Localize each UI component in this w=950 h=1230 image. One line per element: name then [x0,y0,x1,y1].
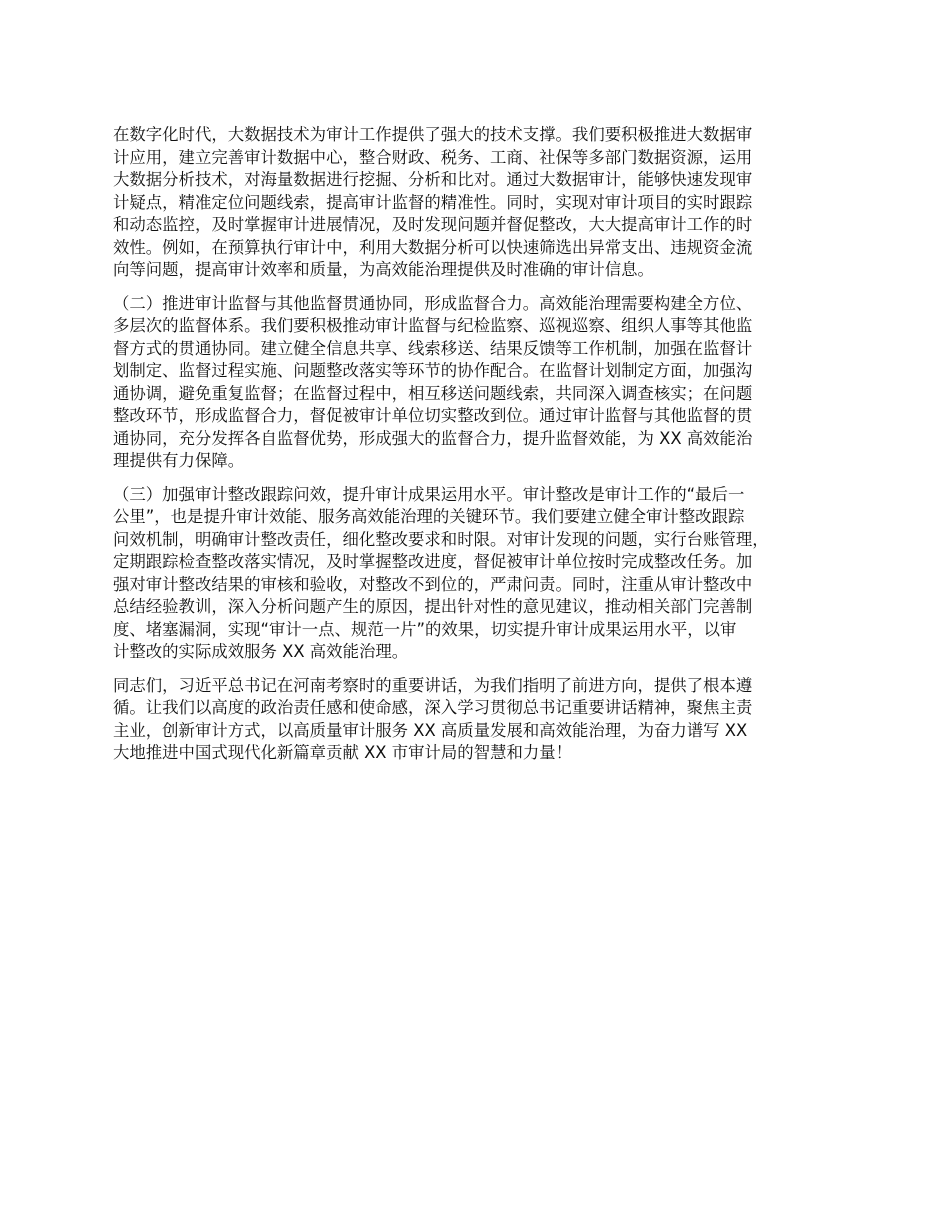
paragraph-line: 总结经验教训，深入分析问题产生的原因，提出针对性的意见建议，推动相关部门完善制 [113,597,753,616]
paragraph-line: 效性。例如，在预算执行审计中，利用大数据分析可以快速筛选出异常支出、违规资金流 [113,237,753,257]
paragraph-line: 计应用，建立完善审计数据中心，整合财政、税务、工商、社保等多部门数据资源，运用 [113,147,753,167]
paragraph-line: 通协调，避免重复监督；在监督过程中，相互移送问题线索，共同深入调查核实；在问题 [113,383,753,403]
paragraph-line: 大数据分析技术，对海量数据进行挖掘、分析和比对。通过大数据审计，能够快速发现审 [113,170,753,189]
paragraph-line: 大地推进中国式现代化新篇章贡献 XX 市审计局的智慧和力量！ [113,743,573,762]
paragraph-line: 通协同，充分发挥各自监督优势，形成强大的监督合力，提升监督效能，为 XX 高效能治 [113,428,753,448]
paragraph-line: 向等问题，提高审计效率和质量，为高效能治理提供及时准确的审计信息。 [113,260,654,279]
paragraph-line: 理提供有力保障。 [113,451,245,470]
paragraph-line: 定期跟踪检查整改落实情况，及时掌握整改进度，督促被审计单位按时完成整改任务。加 [113,552,753,571]
paragraph-line: 循。让我们以高度的政治责任感和使命感，深入学习贯彻总书记重要讲话精神，聚焦主责 [113,698,753,717]
paragraph-line: 在数字化时代，大数据技术为审计工作提供了强大的技术支撑。我们要积极推进大数据审 [113,125,753,144]
paragraph-supervision-coordination [113,293,851,473]
paragraph-line: 划制定、监督过程实施、问题整改落实等环节的协作配合。在监督计划制定方面，加强沟 [113,361,753,380]
paragraph-line: （三）加强审计整改跟踪问效，提升审计成果运用水平。审计整改是审计工作的“最后一 [113,484,745,504]
paragraph-line: 主业，创新审计方式，以高质量审计服务 XX 高质量发展和高效能治理，为奋力谱写 XX [113,720,748,740]
paragraph-line: 计疑点，精准定位问题线索，提高审计监督的精准性。同时，实现对审计项目的实时跟踪 [113,192,753,212]
paragraph-line: 计整改的实际成效服务 XX 高效能治理。 [113,642,409,661]
paragraph-rectification-tracking [113,484,851,664]
paragraph-line: 和动态监控，及时掌握审计进展情况，及时发现问题并督促整改，大大提高审计工作的时 [113,215,753,234]
paragraph-line: 整改环节，形成监督合力，督促被审计单位切实整改到位。通过审计监督与其他监督的贯 [113,406,753,425]
paragraph-closing [113,675,851,765]
paragraph-line: 多层次的监督体系。我们要积极推动审计监督与纪检监察、巡视巡察、组织人事等其他监 [113,316,753,335]
document-body [113,124,851,776]
paragraph-big-data-audit [113,124,851,282]
paragraph-line: 公里”，也是提升审计效能、服务高效能治理的关键环节。我们要建立健全审计整改跟踪 [113,507,745,526]
paragraph-line: 同志们，习近平总书记在河南考察时的重要讲话，为我们指明了前进方向，提供了根本遵 [113,675,753,695]
paragraph-line: 度、堵塞漏洞，实现“审计一点、规范一片”的效果，切实提升审计成果运用水平，以审 [113,619,737,639]
paragraph-line: （二）推进审计监督与其他监督贯通协同，形成监督合力。高效能治理需要构建全方位、 [113,293,753,313]
paragraph-line: 督方式的贯通协同。建立健全信息共享、线索移送、结果反馈等工作机制，加强在监督计 [113,338,753,358]
paragraph-line: 问效机制，明确审计整改责任，细化整改要求和时限。对审计发现的问题，实行台账管理， [113,529,769,549]
paragraph-line: 强对审计整改结果的审核和验收，对整改不到位的，严肃问责。同时，注重从审计整改中 [113,574,753,594]
